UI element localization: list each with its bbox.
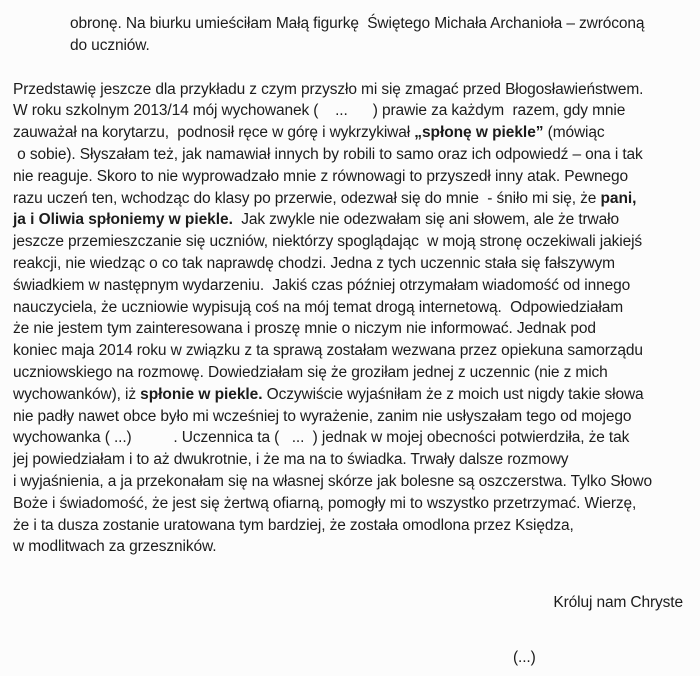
text-line: wychowanka ( ...) . Uczennica ta ( ... ) jednak w mojej obecności potwierdziła, że tak xyxy=(13,429,630,447)
text-line: nie padły nawet obce było mi wcześniej to wyrażenie, zanim nie usłyszałam tego od mojego xyxy=(13,407,632,425)
bold-phrase: ja i Oliwia spłoniemy w piekle. xyxy=(13,211,233,229)
text-line xyxy=(13,384,700,406)
text-line xyxy=(13,122,700,144)
ellipsis-marker: (...) xyxy=(513,648,536,666)
bold-phrase: „spłonę w piekle” xyxy=(414,124,544,142)
text-line: obronę. Na biurku umieściłam Małą figurkę Świętego Michała Archanioła – zwróconą xyxy=(70,15,645,32)
text-line: o sobie). Słyszałam też, jak namawiał innych by robili to samo oraz ich odpowiedź – ona i tak xyxy=(13,145,643,163)
text-line: że i ta dusza zostanie uratowana tym bardziej, że została omodlona przez Księdza, xyxy=(13,516,574,534)
text-line: W roku szkolnym 2013/14 mój wychowanek ( ... ) prawie za każdym razem, gdy mnie xyxy=(13,102,626,120)
text-run: Jak zwykle nie odezwałam się ani słowem, ale że trwało xyxy=(232,211,619,229)
text-line: świadkiem w następnym wydarzeniu. Jakiś czas później otrzymałam wiadomość od innego xyxy=(13,276,631,294)
text-line: do uczniów. xyxy=(70,36,150,54)
text-run: (mówiąc xyxy=(543,124,605,142)
text-line: w modlitwach za grzeszników. xyxy=(13,538,217,556)
closing-salutation: Króluj nam Chryste xyxy=(553,594,683,612)
text-line: że nie jestem tym zainteresowana i proszę mnie o niczym nie informować. Jednak pod xyxy=(13,320,596,338)
text-line xyxy=(13,188,700,210)
text-line: uczniowskiego na rozmowę. Dowiedziałam się że groziłam jednej z uczennic (nie z mich xyxy=(13,363,608,381)
text-run: zauważał na korytarzu, podnosił ręce w górę i wykrzykiwał xyxy=(13,124,415,142)
text-line: jeszcze przemieszczanie się uczniów, niektórzy spoglądając w moją stronę oczekiwali jakiejś xyxy=(13,233,643,251)
paragraph-opening xyxy=(70,13,700,57)
text-line: reakcji, nie wiedząc o co tak naprawdę chodzi. Jedna z tych uczennic stała się fałszywym xyxy=(13,254,615,272)
text-line: nie reaguje. Skoro to nie wyprowadzało mnie z równowagi to przyszedł inny atak. Pewnego xyxy=(13,167,629,185)
text-line: Boże i świadomość, że jest się żertwą ofiarną, pomogły mi to wszystko przetrzymać. Wierzę, xyxy=(13,494,637,512)
text-line: nauczyciela, że uczniowie wypisują coś na mój temat drogą internetową. Odpowiedziałam xyxy=(13,298,623,316)
text-line xyxy=(13,209,700,231)
text-line: i wyjaśnienia, a ja przekonałam się na własnej skórze jak bolesne są oszczerstwa. Tylko Słowo xyxy=(13,472,653,490)
text-run: Oczywiście wyjaśniłam że z moich ust nigdy takie słowa xyxy=(262,385,644,403)
bold-phrase: pani, xyxy=(600,189,637,207)
text-line: jej powiedziałam i to aż dwukrotnie, i że ma na to świadka. Trwały dalsze rozmowy xyxy=(13,451,569,469)
bold-phrase: spłonie w piekle. xyxy=(140,385,263,403)
text-run: razu uczeń ten, wchodząc do klasy po przerwie, odezwał się do mnie - śniło mi się, że xyxy=(13,189,601,207)
paragraph-main xyxy=(13,79,700,559)
text-line: Przedstawię jeszcze dla przykładu z czym przyszło mi się zmagać przed Błogosławieństwem. xyxy=(13,80,644,98)
text-run: wychowanków), iż xyxy=(13,385,141,403)
text-line: koniec maja 2014 roku w związku z ta sprawą zostałam wezwana przez opiekuna samorządu xyxy=(13,342,643,360)
